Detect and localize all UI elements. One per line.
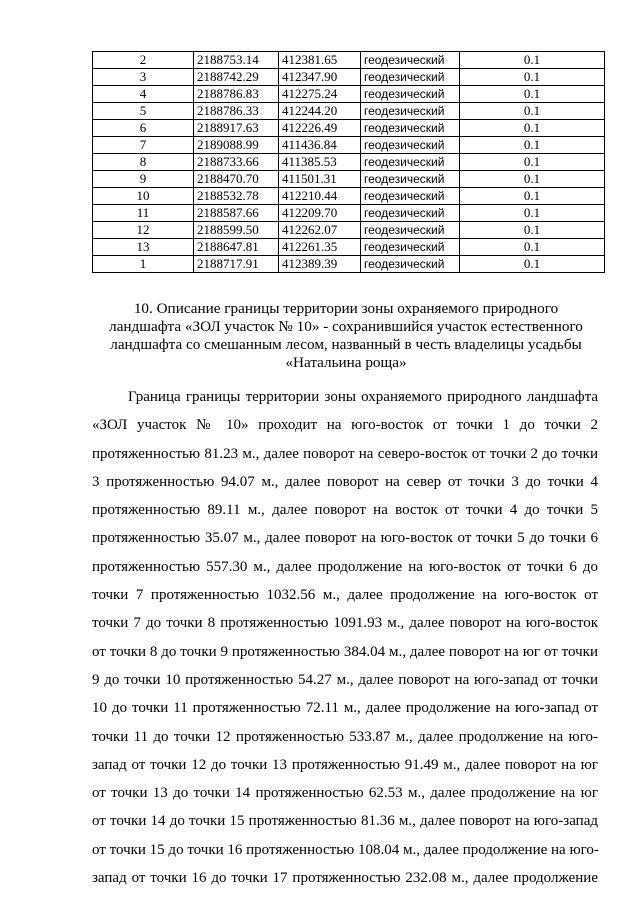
paragraph-line: протяженностью 81.23 м., далее поворот на северо-восток от точки 2 до точки — [92, 445, 598, 462]
paragraph-line: от точки 14 до точки 15 протяженностью 81.36 м., далее поворот на юго-запад — [92, 813, 598, 830]
y-coordinate-cell: 412244.20 — [279, 103, 361, 120]
accuracy-cell: 0.1 — [460, 171, 605, 188]
y-coordinate-cell: 412209.70 — [279, 205, 361, 222]
point-number-cell: 3 — [93, 69, 194, 86]
x-coordinate-cell: 2188717.91 — [194, 256, 279, 273]
x-coordinate-cell: 2188786.83 — [194, 86, 279, 103]
x-coordinate-cell: 2188786.33 — [194, 103, 279, 120]
y-coordinate-cell: 412261.35 — [279, 239, 361, 256]
paragraph-line: 3 протяженностью 94.07 м., далее поворот на север от точки 3 до точки 4 — [92, 473, 598, 490]
point-number-cell: 7 — [93, 137, 194, 154]
point-number-cell: 10 — [93, 188, 194, 205]
y-coordinate-cell: 412210.44 — [279, 188, 361, 205]
method-cell: геодезический — [361, 154, 460, 171]
accuracy-cell: 0.1 — [460, 86, 605, 103]
point-number-cell: 13 — [93, 239, 194, 256]
section-heading-line: ландшафта со смешанным лесом, названный в честь владелицы усадьбы — [110, 336, 582, 353]
paragraph-line: от точки 13 до точки 14 протяженностью 62.53 м., далее продолжение на юг — [92, 785, 598, 802]
paragraph-line: протяженностью 557.30 м., далее продолжение на юго-восток от точки 6 до — [92, 558, 598, 575]
y-coordinate-cell: 412275.24 — [279, 86, 361, 103]
method-cell: геодезический — [361, 171, 460, 188]
x-coordinate-cell: 2188753.14 — [194, 52, 279, 69]
paragraph-line: Граница границы территории зоны охраняемого природного ландшафта — [128, 389, 598, 405]
method-cell: геодезический — [361, 86, 460, 103]
x-coordinate-cell: 2188917.63 — [194, 120, 279, 137]
accuracy-cell: 0.1 — [460, 154, 605, 171]
section-heading-line: ландшафта «ЗОЛ участок № 10» - сохранившийся участок естественного — [109, 318, 583, 335]
method-cell: геодезический — [361, 103, 460, 120]
table-row — [93, 256, 605, 273]
method-cell: геодезический — [361, 256, 460, 273]
point-number-cell: 4 — [93, 86, 194, 103]
accuracy-cell: 0.1 — [460, 239, 605, 256]
y-coordinate-cell: 412381.65 — [279, 52, 361, 69]
accuracy-cell: 0.1 — [460, 120, 605, 137]
point-number-cell: 12 — [93, 222, 194, 239]
y-coordinate-cell: 411436.84 — [279, 137, 361, 154]
paragraph-line: протяженностью 89.11 м., далее поворот на восток от точки 4 до точки 5 — [92, 502, 598, 519]
x-coordinate-cell: 2188733.66 — [194, 154, 279, 171]
accuracy-cell: 0.1 — [460, 69, 605, 86]
paragraph-line: «ЗОЛ участок № 10» проходит на юго-восток от точки 1 до точки 2 — [92, 417, 598, 434]
paragraph-line: 9 до точки 10 протяженностью 54.27 м., далее поворот на юго-запад от точки — [92, 671, 598, 688]
table-row — [93, 103, 605, 120]
method-cell: геодезический — [361, 137, 460, 154]
point-number-cell: 5 — [93, 103, 194, 120]
y-coordinate-cell: 411385.53 — [279, 154, 361, 171]
method-cell: геодезический — [361, 52, 460, 69]
point-number-cell: 6 — [93, 120, 194, 137]
method-cell: геодезический — [361, 120, 460, 137]
paragraph-line: точки 11 до точки 12 протяженностью 533.87 м., далее продолжение на юго- — [92, 728, 598, 745]
point-number-cell: 2 — [93, 52, 194, 69]
paragraph-line: точки 7 протяженностью 1032.56 м., далее продолжение на юго-восток от — [92, 587, 598, 604]
accuracy-cell: 0.1 — [460, 103, 605, 120]
x-coordinate-cell: 2188532.78 — [194, 188, 279, 205]
table-row — [93, 222, 605, 239]
x-coordinate-cell: 2188470.70 — [194, 171, 279, 188]
method-cell: геодезический — [361, 69, 460, 86]
section-heading — [104, 300, 588, 372]
point-number-cell: 8 — [93, 154, 194, 171]
point-number-cell: 11 — [93, 205, 194, 222]
method-cell: геодезический — [361, 205, 460, 222]
x-coordinate-cell: 2188599.50 — [194, 222, 279, 239]
x-coordinate-cell: 2188742.29 — [194, 69, 279, 86]
paragraph-line: от точки 15 до точки 16 протяженностью 108.04 м., далее продолжение на юго- — [92, 841, 599, 858]
y-coordinate-cell: 411501.31 — [279, 171, 361, 188]
y-coordinate-cell: 412262.07 — [279, 222, 361, 239]
y-coordinate-cell: 412347.90 — [279, 69, 361, 86]
table-row — [93, 154, 605, 171]
paragraph-line: 10 до точки 11 протяженностью 72.11 м., далее продолжение на юго-запад от — [92, 700, 598, 717]
section-heading-line: «Натальина роща» — [285, 354, 407, 371]
accuracy-cell: 0.1 — [460, 256, 605, 273]
section-heading-line: 10. Описание границы территории зоны охраняемого природного — [133, 300, 559, 317]
paragraph-line: точки 7 до точки 8 протяженностью 1091.93 м., далее поворот на юго-восток — [92, 615, 598, 632]
table-row — [93, 188, 605, 205]
paragraph-line: от точки 8 до точки 9 протяженностью 384.04 м., далее поворот на юг от точки — [92, 643, 598, 660]
table-row — [93, 239, 605, 256]
coordinates-table — [92, 51, 605, 273]
accuracy-cell: 0.1 — [460, 205, 605, 222]
paragraph-line: запад от точки 12 до точки 13 протяженностью 91.49 м., далее поворот на юг — [92, 756, 598, 773]
accuracy-cell: 0.1 — [460, 222, 605, 239]
accuracy-cell: 0.1 — [460, 188, 605, 205]
table-row — [93, 137, 605, 154]
point-number-cell: 1 — [93, 256, 194, 273]
table-row — [93, 86, 605, 103]
x-coordinate-cell: 2189088.99 — [194, 137, 279, 154]
paragraph-line: запад от точки 16 до точки 17 протяженностью 232.08 м., далее продолжение — [92, 870, 598, 887]
accuracy-cell: 0.1 — [460, 52, 605, 69]
table-row — [93, 171, 605, 188]
paragraph-line: протяженностью 35.07 м., далее поворот на юго-восток от точки 5 до точки 6 — [92, 530, 598, 547]
method-cell: геодезический — [361, 239, 460, 256]
boundary-description-paragraph — [92, 383, 598, 892]
point-number-cell: 9 — [93, 171, 194, 188]
accuracy-cell: 0.1 — [460, 137, 605, 154]
y-coordinate-cell: 412226.49 — [279, 120, 361, 137]
x-coordinate-cell: 2188647.81 — [194, 239, 279, 256]
x-coordinate-cell: 2188587.66 — [194, 205, 279, 222]
table-row — [93, 52, 605, 69]
table-row — [93, 120, 605, 137]
coordinates-table-body — [93, 52, 605, 273]
y-coordinate-cell: 412389.39 — [279, 256, 361, 273]
table-row — [93, 205, 605, 222]
table-row — [93, 69, 605, 86]
method-cell: геодезический — [361, 222, 460, 239]
method-cell: геодезический — [361, 188, 460, 205]
